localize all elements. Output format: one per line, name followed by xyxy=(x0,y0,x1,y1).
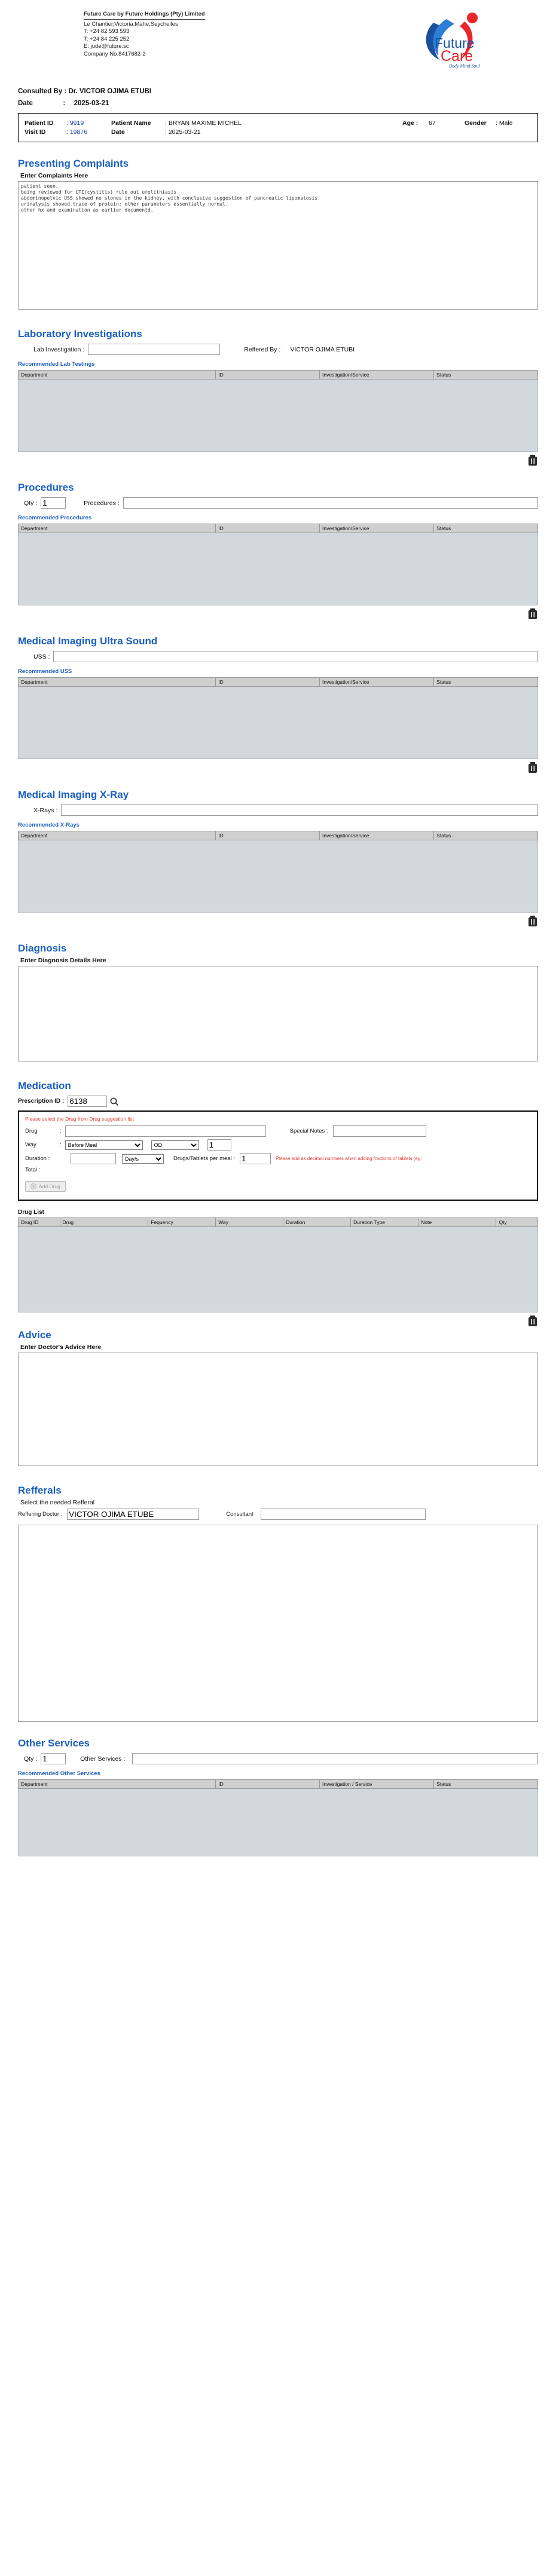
clinic-name: Future Care by Future Holdings (Pty) Limited xyxy=(84,11,205,20)
table-row xyxy=(19,840,538,913)
section-title-other-services: Other Services xyxy=(18,1737,90,1749)
per-meal-label: Drugs/Tablets per meal : xyxy=(173,1155,235,1162)
xray-col-id: ID xyxy=(216,831,320,840)
drug-input[interactable] xyxy=(65,1125,266,1137)
svg-text:Care: Care xyxy=(441,48,473,65)
other-services-table xyxy=(18,1779,538,1856)
xray-label: X-Rays : xyxy=(33,806,58,814)
other-col-id: ID xyxy=(216,1780,320,1789)
procedures-qty-input[interactable] xyxy=(41,497,66,509)
consulted-by-value: Dr. VICTOR OJIMA ETUBI xyxy=(68,88,152,95)
procedures-qty-label: Qty : xyxy=(24,499,38,507)
drug-col-duration: Duration xyxy=(283,1218,351,1227)
delete-icon[interactable] xyxy=(527,608,538,620)
table-header-row xyxy=(19,524,538,533)
section-title-lab: Laboratory Investigations xyxy=(18,328,142,339)
page-header xyxy=(18,0,538,79)
uss-input-row xyxy=(18,651,538,662)
uss-empty-body xyxy=(19,687,538,759)
drug-col-id: Drug ID xyxy=(19,1218,60,1227)
per-meal-note: Please add as decimal numbers when adding fractions of tablets (eg: xyxy=(275,1156,422,1161)
lab-investigation-label: Lab Investigation : xyxy=(33,345,85,353)
procedures-delete-row xyxy=(18,608,538,620)
referring-doctor-row xyxy=(18,1509,538,1520)
patient-row-1 xyxy=(25,120,531,127)
duration-label: Duration : xyxy=(25,1155,50,1162)
lab-investigation-row xyxy=(18,344,538,355)
drug-col-duration-type: Duration Type xyxy=(351,1218,418,1227)
proc-col-id: ID xyxy=(216,524,320,533)
svg-text:Future: Future xyxy=(435,35,475,51)
xray-delete-row xyxy=(18,915,538,927)
drug-col-drug: Drug xyxy=(60,1218,148,1227)
futurecare-logo xyxy=(398,11,523,74)
lab-referred-by-label: Reffered By : xyxy=(244,345,281,353)
uss-table xyxy=(18,677,538,759)
add-drug-label: Add Drug xyxy=(39,1183,60,1189)
advice-sub-label: Enter Doctor's Advice Here xyxy=(20,1344,102,1351)
procedures-reco-label: Recommended Procedures xyxy=(18,515,92,521)
consulted-by-row xyxy=(18,88,538,95)
lab-col-id: ID xyxy=(216,371,320,380)
section-title-uss: Medical Imaging Ultra Sound xyxy=(18,635,158,647)
xray-table xyxy=(18,831,538,913)
drug-list-table xyxy=(18,1217,538,1313)
patient-gender-value: : Male xyxy=(496,120,513,127)
drug-delete-row xyxy=(18,1315,538,1327)
consultant-input[interactable] xyxy=(261,1509,426,1520)
per-meal-input[interactable] xyxy=(240,1153,271,1164)
xray-input-row xyxy=(18,804,538,816)
uss-reco-label: Recommended USS xyxy=(18,668,72,675)
patient-id-value: : 9919 xyxy=(66,120,84,127)
visit-id-value: : 19876 xyxy=(66,129,88,136)
add-drug-button[interactable] xyxy=(25,1181,66,1192)
xray-reco-label: Recommended X-Rays xyxy=(18,822,80,828)
other-services-input-row xyxy=(18,1753,538,1764)
date-label: Date xyxy=(18,100,33,107)
section-title-medication: Medication xyxy=(18,1080,71,1091)
date-value: 2025-03-21 xyxy=(74,100,109,107)
table-header-row xyxy=(19,1780,538,1789)
drug-list-label: Drug List xyxy=(18,1209,44,1216)
other-services-label: Other Services : xyxy=(80,1755,126,1763)
patient-age-label: Age : xyxy=(402,120,418,127)
other-services-qty-label: Qty : xyxy=(24,1755,38,1763)
other-services-reco-label: Recommended Other Services xyxy=(18,1770,100,1777)
lab-table xyxy=(18,370,538,452)
table-header-row xyxy=(19,831,538,840)
proc-empty-body xyxy=(19,533,538,605)
way-label: Way xyxy=(25,1142,36,1148)
section-title-referrals: Refferals xyxy=(18,1485,62,1496)
xray-input[interactable] xyxy=(61,804,538,816)
proc-col-department: Department xyxy=(19,524,216,533)
route-select[interactable] xyxy=(151,1140,199,1150)
procedures-input[interactable] xyxy=(123,497,538,509)
prescription-id-row xyxy=(18,1096,538,1107)
duration-row xyxy=(25,1153,531,1164)
table-header-row xyxy=(19,371,538,380)
procedures-input-row xyxy=(18,497,538,509)
uss-input[interactable] xyxy=(53,651,538,662)
other-empty-body xyxy=(19,1789,538,1856)
prescription-id-label: Prescription ID : xyxy=(18,1098,65,1105)
delete-icon[interactable] xyxy=(527,915,538,927)
search-icon[interactable] xyxy=(109,1097,119,1106)
patient-name-value: : BRYAN MAXIME MICHEL xyxy=(165,120,242,127)
lab-col-service: Investigation/Service xyxy=(320,371,434,380)
route-qty-input[interactable] xyxy=(207,1139,231,1151)
drug-col-way: Way xyxy=(216,1218,283,1227)
patient-id-label: Patient ID xyxy=(25,120,54,127)
referrals-sub-label: Select the needed Refferal xyxy=(20,1499,95,1506)
table-header-row xyxy=(19,678,538,687)
xray-col-status: Status xyxy=(434,831,538,840)
clinic-info xyxy=(18,11,383,58)
plus-icon xyxy=(30,1183,36,1189)
special-notes-label: Special Notes : xyxy=(289,1128,328,1134)
other-col-service: Investigation / Service xyxy=(320,1780,434,1789)
xray-col-service: Investigation/Service xyxy=(320,831,434,840)
other-services-input[interactable] xyxy=(132,1753,538,1764)
duration-input[interactable] xyxy=(71,1153,116,1164)
clinic-address: Le Chantier,Victoria,Mahe,Seychelles xyxy=(84,20,178,27)
prescription-id-input[interactable] xyxy=(68,1096,107,1107)
clinic-email: E: jude@future.sc xyxy=(84,43,129,50)
xray-empty-body xyxy=(19,840,538,913)
lab-delete-row xyxy=(18,454,538,466)
lab-reco-label: Recommended Lab Testings xyxy=(18,361,95,368)
complaints-textarea[interactable] xyxy=(18,181,538,310)
drug-empty-body xyxy=(19,1227,538,1313)
svg-text:Body Mind Soul: Body Mind Soul xyxy=(449,63,480,69)
medication-warning: Please select the Drug from Drug suggestion list xyxy=(25,1116,134,1122)
delete-icon[interactable] xyxy=(527,761,538,773)
visit-id-label: Visit ID xyxy=(25,129,46,136)
delete-icon[interactable] xyxy=(527,454,538,466)
clinic-tel-1: T: +24 82 593 593 xyxy=(84,28,130,35)
uss-label: USS : xyxy=(33,653,50,660)
delete-icon[interactable] xyxy=(527,1315,538,1327)
referring-doctor-label: Reffering Doctor : xyxy=(18,1511,63,1518)
special-notes-input[interactable] xyxy=(333,1125,426,1137)
drug-col-qty: Qty xyxy=(496,1218,538,1227)
table-row xyxy=(19,1789,538,1856)
section-title-complaints: Presenting Complaints xyxy=(18,158,129,169)
lab-col-status: Status xyxy=(434,371,538,380)
proc-col-service: Investigation/Service xyxy=(320,524,434,533)
way-row: Way : Before Meal OD 1 xyxy=(25,1139,531,1151)
medication-entry-box xyxy=(18,1110,538,1201)
table-row xyxy=(19,687,538,759)
patient-name-label: Patient Name xyxy=(111,120,151,127)
drug-row: Drug : Special Notes : xyxy=(25,1125,531,1137)
section-title-advice: Advice xyxy=(18,1329,51,1341)
proc-col-status: Status xyxy=(434,524,538,533)
patient-row-2 xyxy=(25,129,531,136)
patient-info-box xyxy=(18,113,538,142)
total-row xyxy=(25,1167,531,1173)
procedures-table xyxy=(18,524,538,605)
uss-col-id: ID xyxy=(216,678,320,687)
date-colon: : xyxy=(63,100,66,107)
duration-unit-select[interactable] xyxy=(122,1154,164,1164)
referrals-panel[interactable] xyxy=(18,1525,538,1722)
table-header-row xyxy=(19,1218,538,1227)
drug-label: Drug xyxy=(25,1128,38,1134)
diagnosis-textarea[interactable] xyxy=(18,966,538,1061)
drug-col-note: Note xyxy=(418,1218,496,1227)
diagnosis-sub-label: Enter Diagnosis Details Here xyxy=(20,957,106,964)
date-row xyxy=(18,100,538,107)
uss-col-status: Status xyxy=(434,678,538,687)
other-col-status: Status xyxy=(434,1780,538,1789)
uss-delete-row xyxy=(18,761,538,773)
procedures-label: Procedures : xyxy=(84,499,120,507)
table-row xyxy=(19,533,538,605)
section-title-xray: Medical Imaging X-Ray xyxy=(18,789,129,800)
section-title-diagnosis: Diagnosis xyxy=(18,943,67,954)
section-title-procedures: Procedures xyxy=(18,482,74,493)
visit-date-value: : 2025-03-21 xyxy=(165,129,201,136)
clinic-tel-2: T: +24 84 225 252 xyxy=(84,35,130,42)
lab-col-department: Department xyxy=(19,371,216,380)
complaints-sub-label: Enter Complaints Here xyxy=(20,172,88,179)
table-row xyxy=(19,1227,538,1313)
uss-col-service: Investigation/Service xyxy=(320,678,434,687)
lab-investigation-input[interactable] xyxy=(88,344,220,355)
consulted-by-label: Consulted By : xyxy=(18,88,67,95)
uss-col-department: Department xyxy=(19,678,216,687)
drug-col-frequency: Fequency xyxy=(148,1218,216,1227)
advice-textarea[interactable] xyxy=(18,1353,538,1466)
table-row xyxy=(19,380,538,452)
clinic-company-no: Company No.8417682-2 xyxy=(84,50,146,57)
referring-doctor-input[interactable] xyxy=(67,1509,199,1520)
xray-col-department: Department xyxy=(19,831,216,840)
visit-date-label: Date xyxy=(111,129,125,136)
way-select[interactable] xyxy=(65,1140,143,1150)
logo-area xyxy=(383,11,538,74)
other-col-department: Department xyxy=(19,1780,216,1789)
other-services-qty-input[interactable] xyxy=(41,1753,66,1764)
lab-empty-body xyxy=(19,380,538,452)
patient-gender-label: Gender xyxy=(465,120,487,127)
total-label: Total : xyxy=(25,1167,41,1173)
lab-referred-by-value: VICTOR OJIMA ETUBI xyxy=(290,345,355,353)
consultant-label: Consultant xyxy=(226,1511,253,1518)
patient-age-value: 67 xyxy=(429,120,436,127)
